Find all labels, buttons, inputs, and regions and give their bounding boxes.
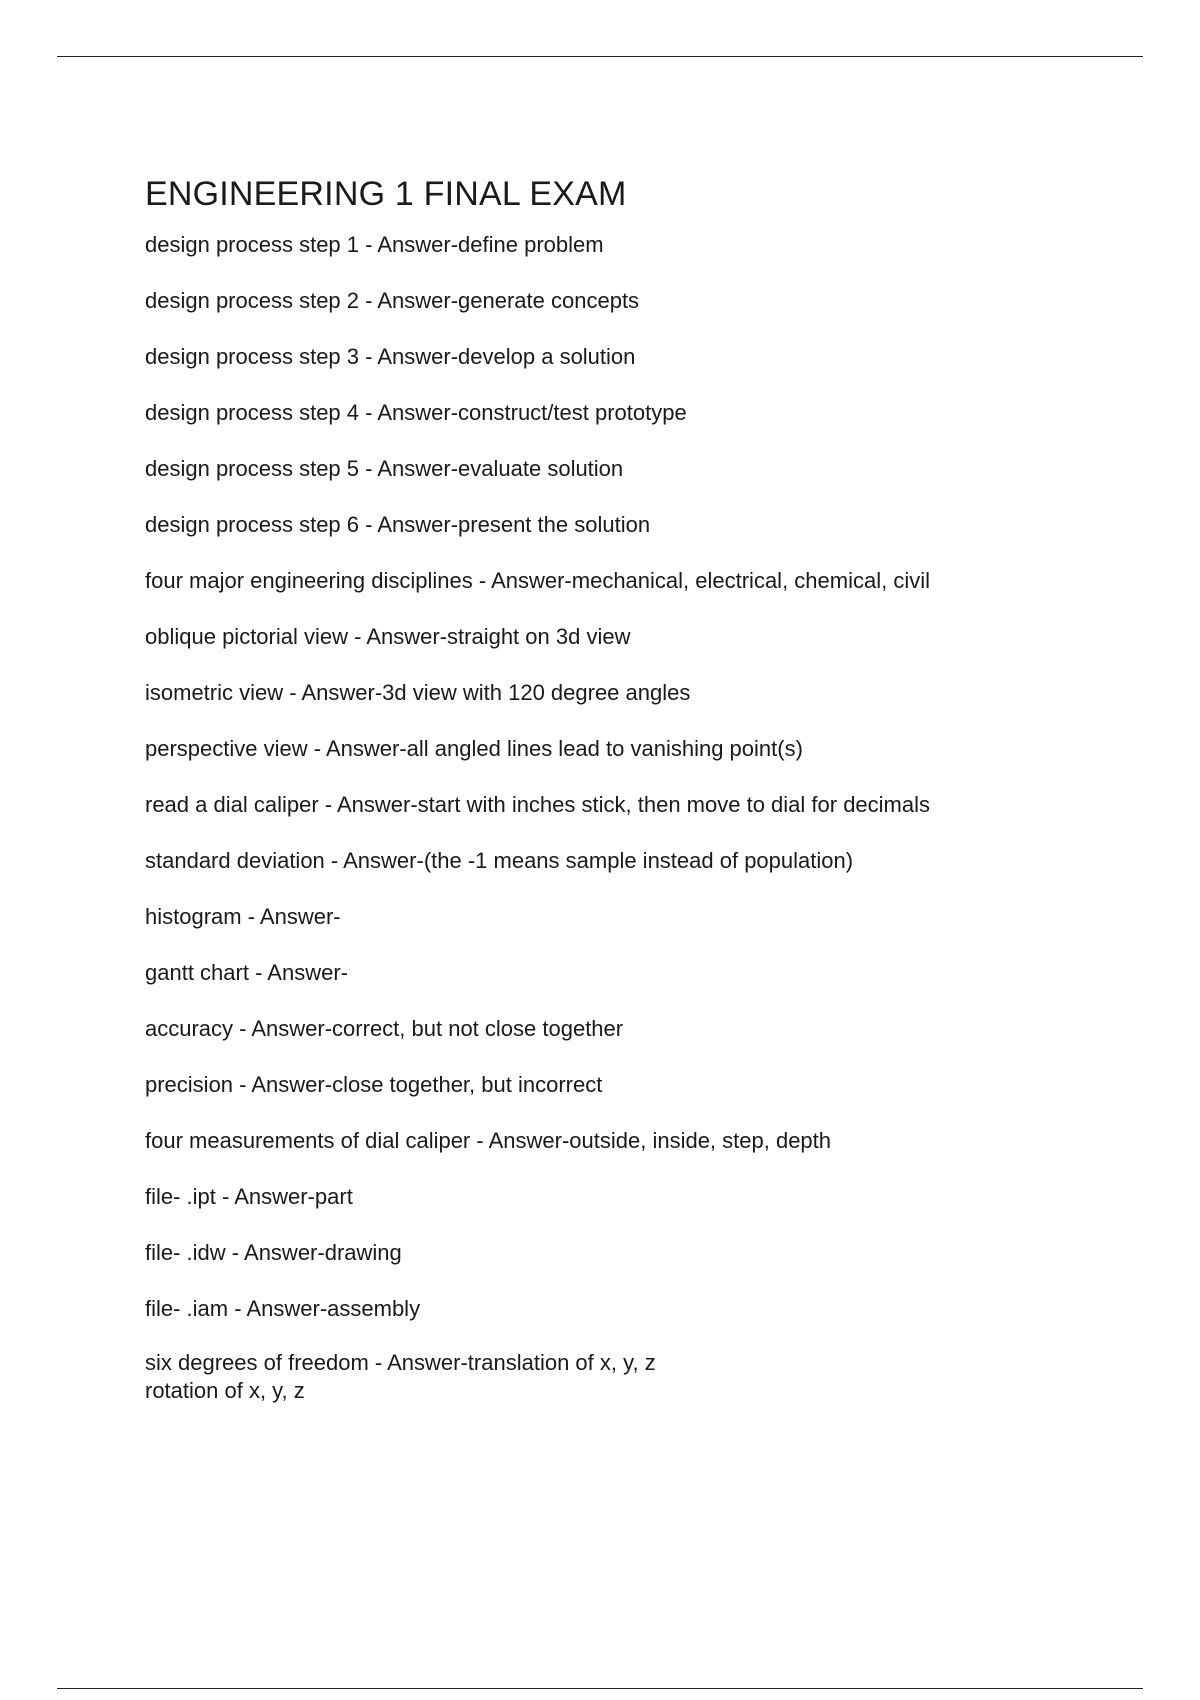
qa-item-accuracy: accuracy - Answer-correct, but not close together	[145, 1016, 624, 1041]
document-title: ENGINEERING 1 FINAL EXAM	[145, 175, 627, 213]
qa-item-design-step-2: design process step 2 - Answer-generate concepts	[145, 288, 640, 313]
qa-item-file-idw: file- .idw - Answer-drawing	[145, 1240, 402, 1265]
qa-item-design-step-6: design process step 6 - Answer-present the solution	[145, 512, 651, 537]
qa-item-degrees-of-freedom: six degrees of freedom - Answer-translation of x, y, z rotation of x, y, z	[145, 1350, 656, 1403]
qa-item-dial-caliper-reading: read a dial caliper - Answer-start with inches stick, then move to dial for decimals	[145, 792, 930, 817]
qa-item-engineering-disciplines: four major engineering disciplines - Answer-mechanical, electrical, chemical, civil	[145, 568, 930, 593]
qa-item-file-ipt: file- .ipt - Answer-part	[145, 1184, 353, 1209]
qa-item-isometric-view: isometric view - Answer-3d view with 120 degree angles	[145, 680, 691, 705]
qa-item-oblique-view: oblique pictorial view - Answer-straight on 3d view	[145, 624, 631, 649]
qa-item-histogram: histogram - Answer-	[145, 904, 341, 929]
qa-item-gantt-chart: gantt chart - Answer-	[145, 960, 348, 985]
qa-item-design-step-5: design process step 5 - Answer-evaluate solution	[145, 456, 624, 481]
qa-item-file-iam: file- .iam - Answer-assembly	[145, 1296, 421, 1321]
document-body	[145, 172, 1085, 1430]
qa-item-precision: precision - Answer-close together, but incorrect	[145, 1072, 603, 1097]
qa-item-perspective-view: perspective view - Answer-all angled lines lead to vanishing point(s)	[145, 736, 803, 761]
qa-item-design-step-1: design process step 1 - Answer-define problem	[145, 232, 604, 257]
qa-item-design-step-3: design process step 3 - Answer-develop a solution	[145, 344, 636, 369]
qa-item-standard-deviation: standard deviation - Answer-(the -1 means sample instead of population)	[145, 848, 854, 873]
qa-item-caliper-measurements: four measurements of dial caliper - Answer-outside, inside, step, depth	[145, 1128, 832, 1153]
qa-list	[145, 229, 1085, 1405]
qa-item-design-step-4: design process step 4 - Answer-construct/test prototype	[145, 400, 687, 425]
bottom-divider	[57, 1688, 1143, 1689]
top-divider	[57, 56, 1143, 57]
